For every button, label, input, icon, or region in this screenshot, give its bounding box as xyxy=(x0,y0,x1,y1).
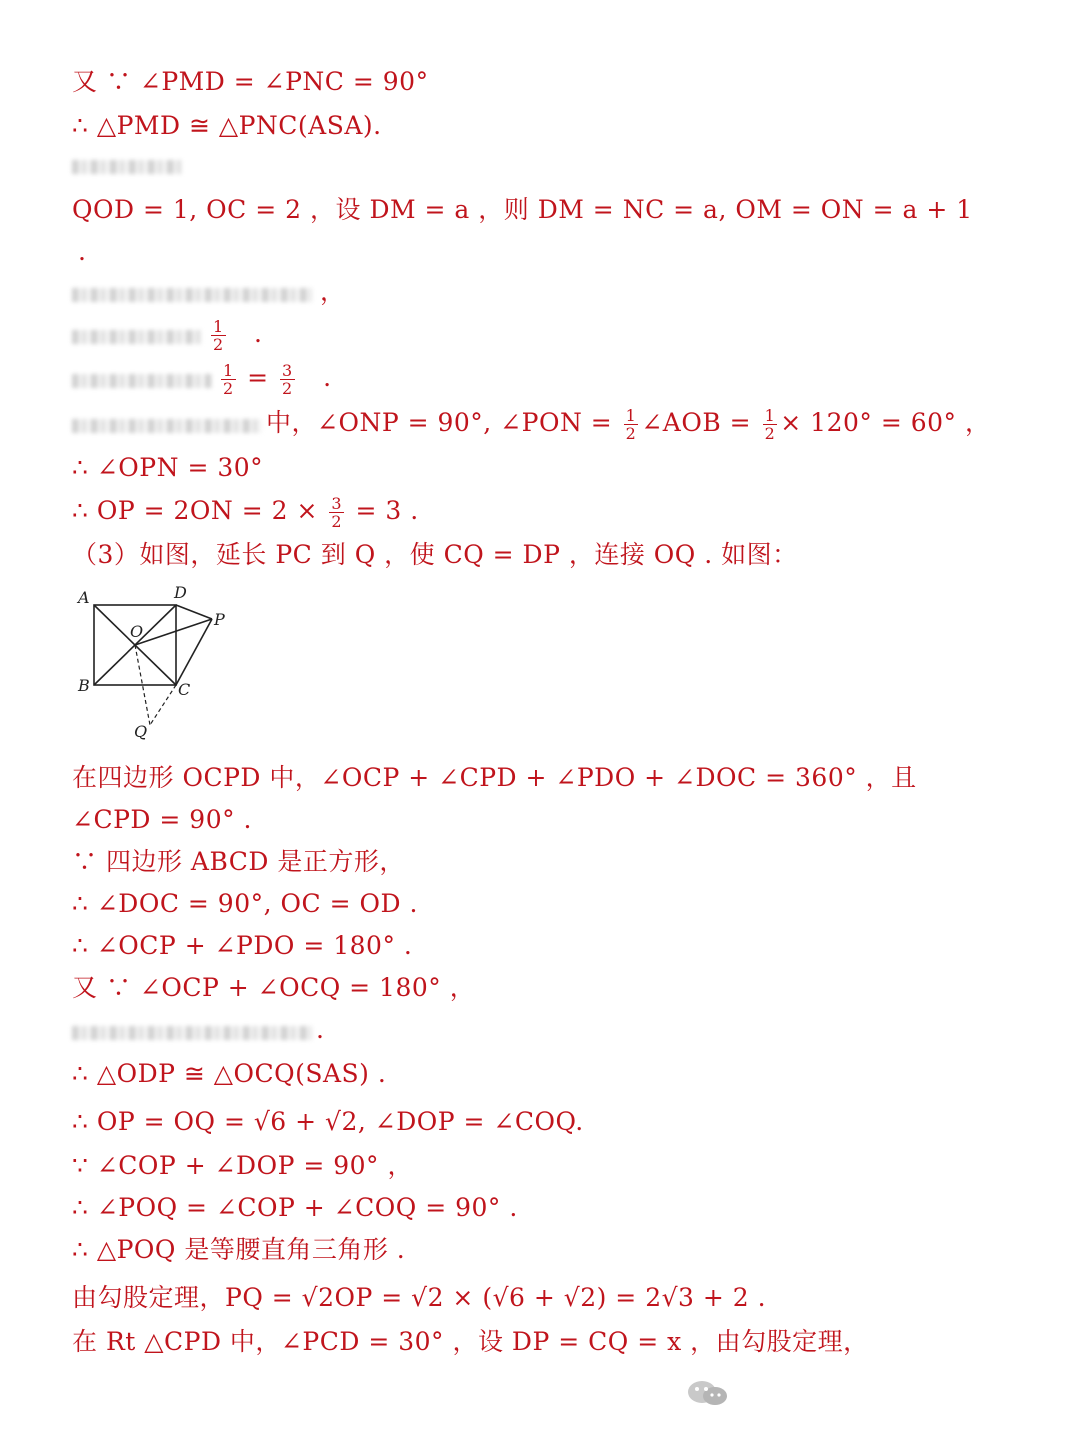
fraction-three-halves: $\frac{3}{2}$ xyxy=(331,494,343,531)
label-Q: Q xyxy=(134,722,148,741)
solution-line-17: 又 ∵ ∠OCP + ∠OCQ = 180° ， xyxy=(72,973,476,1002)
fraction-half: $\frac{1}{2}$ xyxy=(213,317,224,354)
solution-line-12: 在四边形 OCPD 中，∠OCP + ∠CPD + ∠PDO + ∠DOC = 360° ，且 xyxy=(72,763,917,792)
label-D: D xyxy=(174,583,187,602)
solution-line-16: ∴ ∠OCP + ∠PDO = 180° . xyxy=(72,931,413,960)
solution-line-25: 在 Rt △CPD 中，∠PCD = 30° ，设 DP = CQ = x ，由勾股定理， xyxy=(72,1327,869,1356)
solution-line-4: . xyxy=(78,237,87,266)
solution-line-20: ∴ OP = OQ = √6 + √2, ∠DOP = ∠COQ. xyxy=(72,1107,584,1136)
label-O: O xyxy=(130,622,144,641)
solution-line-3: QOD = 1, OC = 2 ，设 DM = a ，则 DM = NC = a, OM = ON = a + 1 xyxy=(72,195,973,224)
blurred-line xyxy=(72,288,312,302)
fraction-three-halves: $\frac{3}{2}$ xyxy=(282,361,293,398)
fraction-half: $\frac{1}{2}$ xyxy=(223,361,234,398)
wechat-watermark-icon xyxy=(684,1378,732,1408)
solution-line-7: $\frac{1}{2}$ = $\frac{3}{2}$ . xyxy=(223,361,332,398)
solution-line-19: ∴ △ODP ≅ △OCQ(SAS) . xyxy=(72,1059,387,1088)
solution-line-9: ∴ ∠OPN = 30° xyxy=(72,453,264,482)
solution-line-5: ， xyxy=(320,277,346,306)
blurred-line xyxy=(72,1026,312,1040)
solution-line-18: . xyxy=(316,1015,325,1044)
solution-line-2: ∴ △PMD ≅ △PNC(ASA). xyxy=(72,111,382,140)
blurred-line xyxy=(72,160,182,174)
geometry-diagram xyxy=(72,583,242,743)
label-P: P xyxy=(214,610,225,629)
solution-line-24: 由勾股定理，PQ = √2OP = √2 × (√6 + √2) = 2√3 + 2 . xyxy=(72,1283,767,1312)
blurred-line xyxy=(72,330,202,344)
label-B: B xyxy=(78,676,90,695)
solution-line-23: ∴ △POQ 是等腰直角三角形 . xyxy=(72,1235,406,1264)
solution-line-22: ∴ ∠POQ = ∠COP + ∠COQ = 90° . xyxy=(72,1193,518,1222)
fraction-half: $\frac{1}{2}$ xyxy=(625,406,637,443)
solution-line-21: ∵ ∠COP + ∠DOP = 90° ， xyxy=(72,1151,413,1180)
solution-line-6: $\frac{1}{2}$ . xyxy=(213,317,263,354)
solution-line-15: ∴ ∠DOC = 90°, OC = OD . xyxy=(72,889,418,918)
solution-line-8: 中，∠ONP = 90°, ∠PON = $\frac{1}{2}$ ∠AOB = $\frac{1}{2}$ × 120° = 60° ， xyxy=(266,406,991,443)
solution-line-1: 又 ∵ ∠PMD = ∠PNC = 90° xyxy=(72,67,429,96)
blurred-line xyxy=(72,374,212,388)
label-C: C xyxy=(178,680,191,699)
solution-line-11: （3）如图，延长 PC 到 Q ，使 CQ = DP ，连接 OQ . 如图： xyxy=(72,540,798,569)
fraction-half: $\frac{1}{2}$ xyxy=(764,406,776,443)
blurred-line xyxy=(72,419,262,433)
solution-line-10: ∴ OP = 2ON = 2 × $\frac{3}{2}$ = 3 . xyxy=(72,494,419,531)
solution-line-13: ∠CPD = 90° . xyxy=(72,805,252,834)
label-A: A xyxy=(78,588,90,607)
solution-line-14: ∵ 四边形 ABCD 是正方形， xyxy=(72,847,405,876)
